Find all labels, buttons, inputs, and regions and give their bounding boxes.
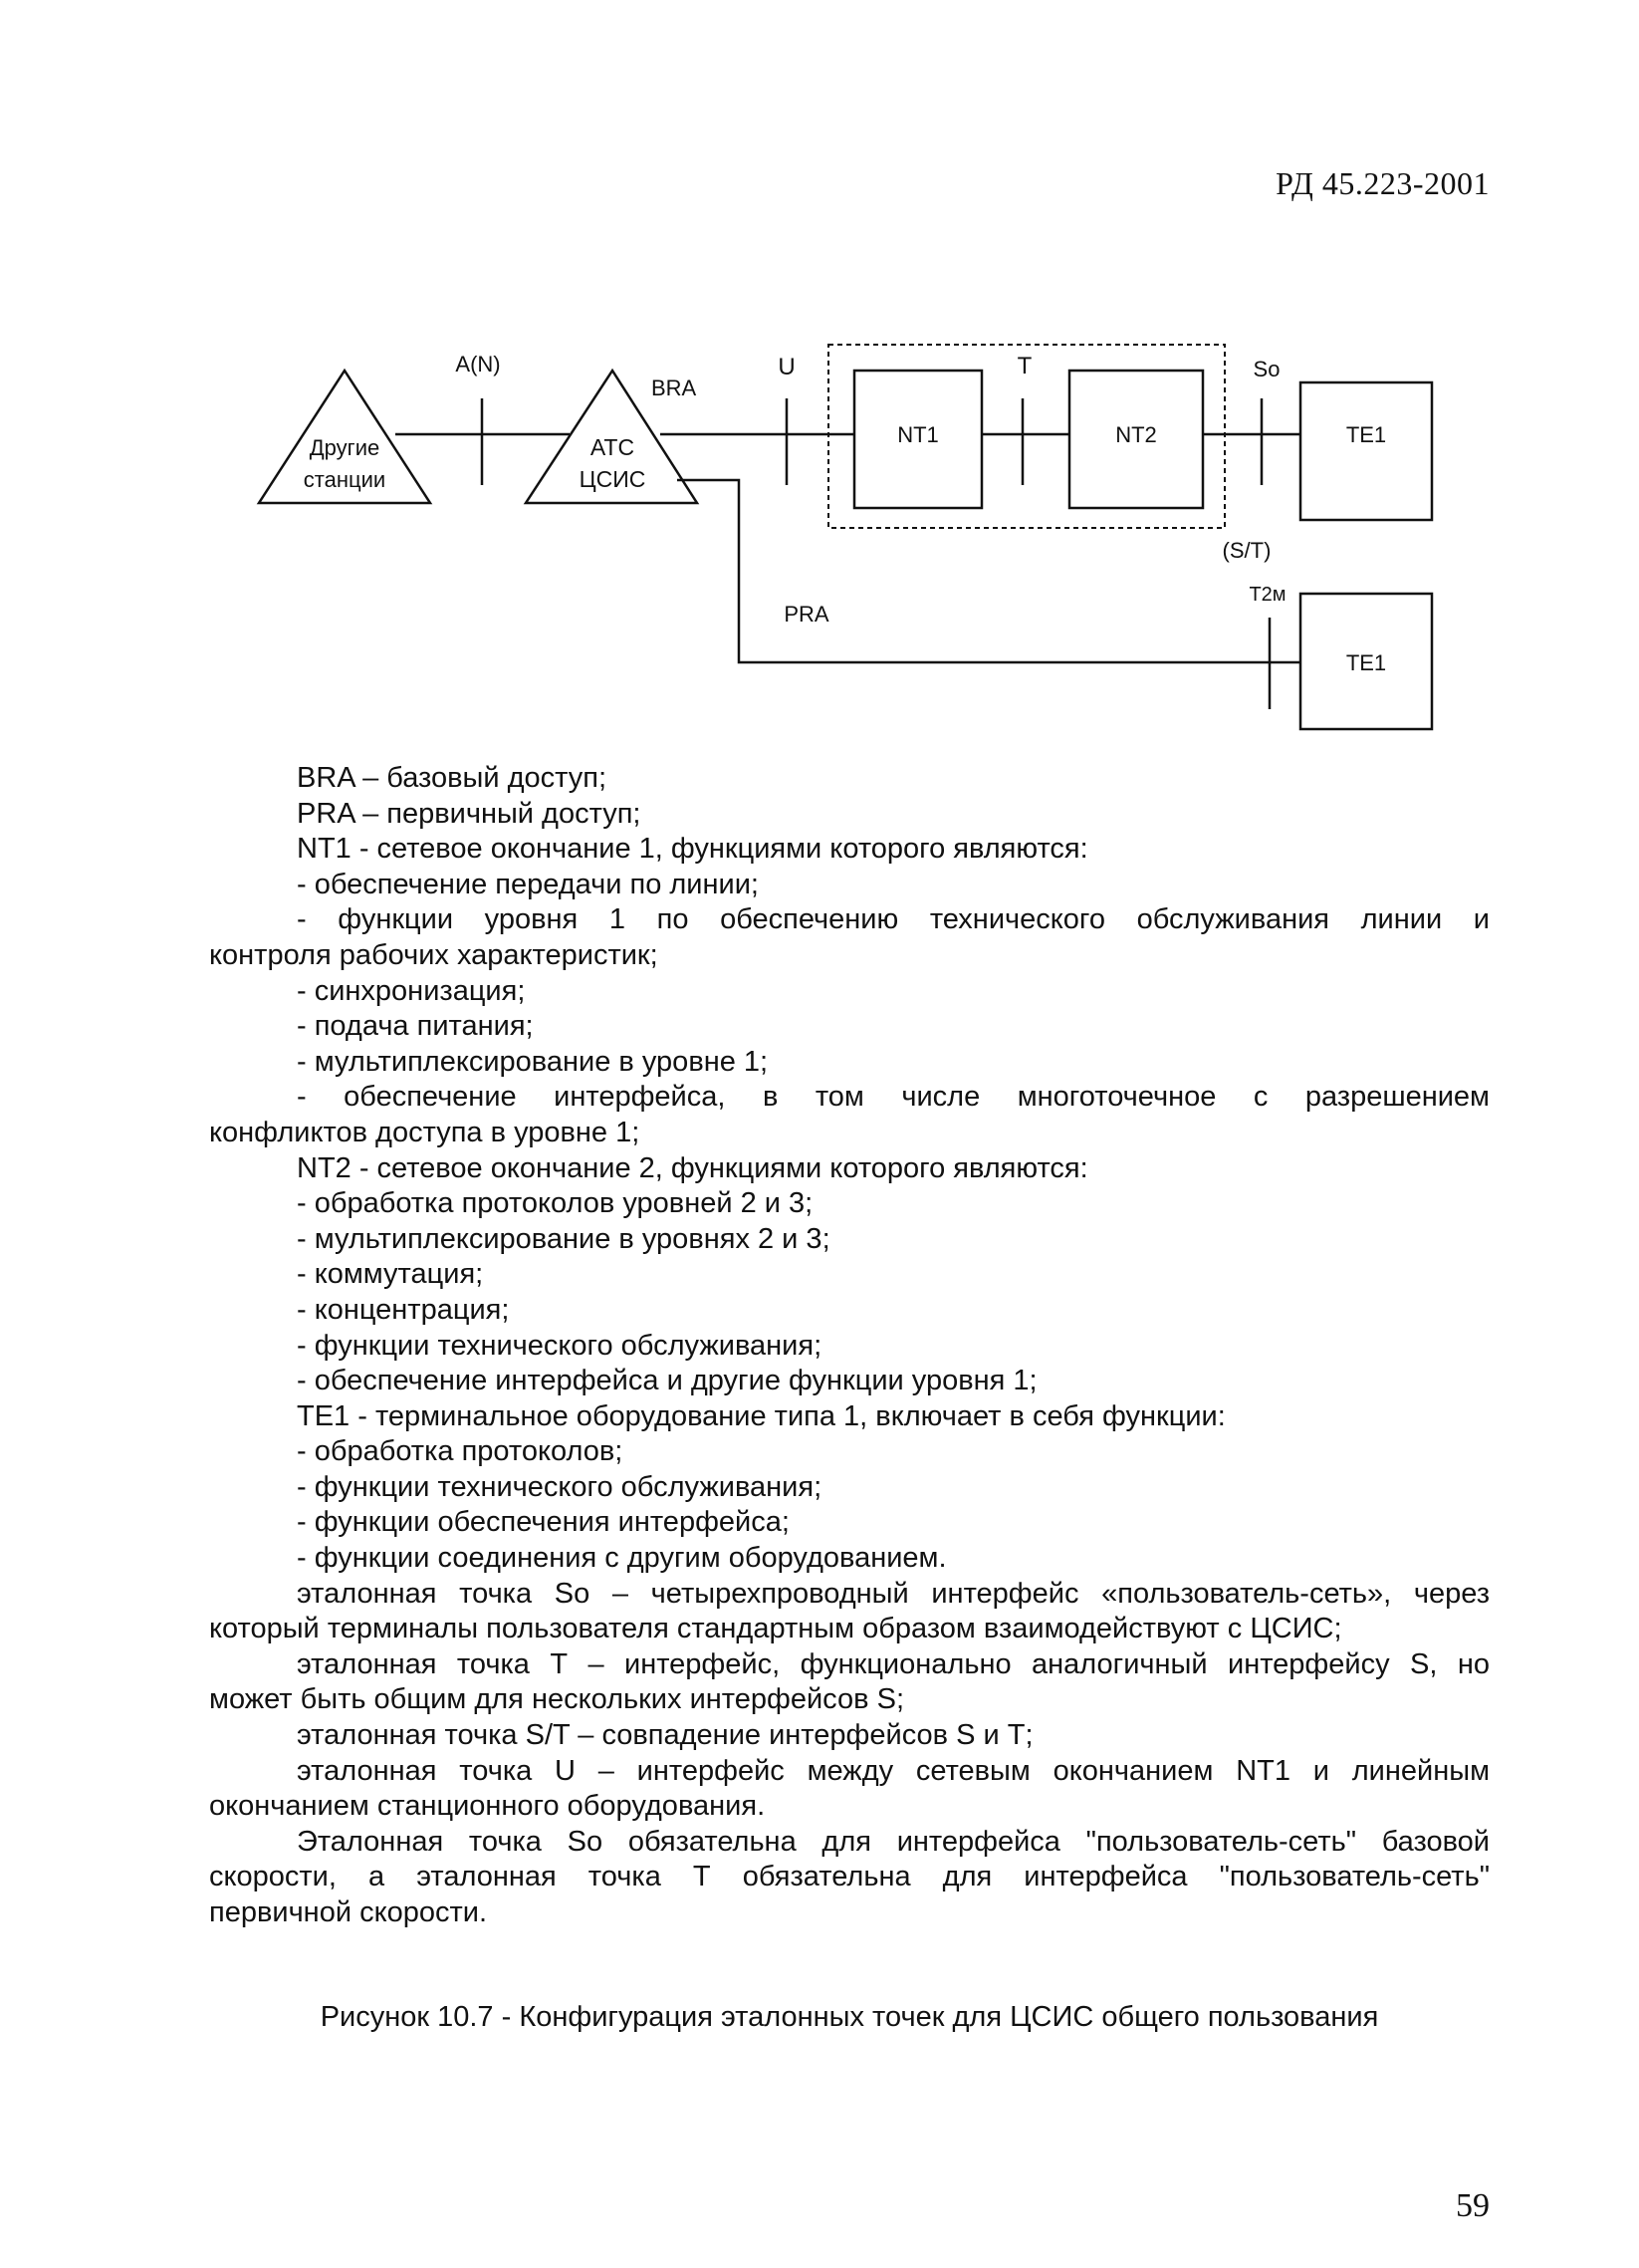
reference-points-diagram bbox=[0, 0, 1639, 757]
text-line: - коммутация; bbox=[297, 1258, 484, 1291]
point-u-label: U bbox=[778, 354, 796, 380]
text-line: PRA – первичный доступ; bbox=[297, 797, 641, 830]
point-st-label: (S/T) bbox=[1222, 538, 1272, 563]
text-line: может быть общим для нескольких интерфейсов S; bbox=[209, 1683, 904, 1716]
text-line: - функции уровня 1 по обеспечению технического обслуживания линии и bbox=[297, 903, 1490, 936]
pra-label: PRA bbox=[784, 602, 829, 627]
text-line: первичной скорости. bbox=[209, 1896, 488, 1928]
other-stations-label-1: Другие bbox=[309, 435, 380, 460]
exchange-label-1: АТС bbox=[589, 434, 635, 460]
text-line: NT2 - сетевое окончание 2, функциями которого являются: bbox=[297, 1151, 1088, 1184]
nt1-label: NT1 bbox=[897, 422, 939, 447]
text-line: - подача питания; bbox=[297, 1010, 534, 1043]
figure-caption: Рисунок 10.7 - Конфигурация эталонных точек для ЦСИС общего пользования bbox=[320, 2001, 1379, 2033]
other-stations-label-2: станции bbox=[303, 467, 386, 492]
point-so-label: So bbox=[1253, 357, 1281, 381]
text-line: конфликтов доступа в уровне 1; bbox=[209, 1116, 640, 1148]
text-line: BRA – базовый доступ; bbox=[297, 762, 607, 794]
text-line: контроля рабочих характеристик; bbox=[209, 938, 658, 971]
text-line: эталонная точка So – четырехпроводный интерфейс «пользователь-сеть», через bbox=[297, 1577, 1490, 1610]
text-line: эталонная точка S/T – совпадение интерфейсов S и Т; bbox=[297, 1719, 1034, 1752]
text-line: окончанием станционного оборудования. bbox=[209, 1790, 766, 1823]
point-an-label: A(N) bbox=[455, 352, 501, 377]
text-line: эталонная точка U – интерфейс между сетевым окончанием NT1 и линейным bbox=[297, 1754, 1490, 1787]
bra-label: BRA bbox=[651, 376, 697, 400]
text-line: - функции соединения с другим оборудованием. bbox=[297, 1542, 947, 1575]
text-line: - мультиплексирование в уровнях 2 и 3; bbox=[297, 1222, 830, 1255]
text-line: - функции обеспечения интерфейса; bbox=[297, 1506, 790, 1539]
text-line: - обработка протоколов; bbox=[297, 1435, 623, 1468]
text-line: - обеспечение передачи по линии; bbox=[297, 868, 759, 900]
text-line: эталонная точка Т – интерфейс, функционально аналогичный интерфейсу S, но bbox=[297, 1647, 1490, 1680]
document-id-header: РД 45.223-2001 bbox=[1276, 165, 1490, 201]
text-line: TE1 - терминальное оборудование типа 1, включает в себя функции: bbox=[297, 1399, 1226, 1432]
text-line: - синхронизация; bbox=[297, 974, 526, 1007]
text-line: - обработка протоколов уровней 2 и 3; bbox=[297, 1187, 814, 1220]
legend-text bbox=[209, 761, 1490, 1931]
point-t-label: T bbox=[1017, 353, 1033, 379]
page-number: 59 bbox=[1456, 2187, 1490, 2224]
text-line: - мультиплексирование в уровне 1; bbox=[297, 1045, 769, 1078]
text-line: который терминалы пользователя стандартным образом взаимодействуют с ЦСИС; bbox=[209, 1613, 1342, 1645]
text-line: - обеспечение интерфейса и другие функции уровня 1; bbox=[297, 1365, 1038, 1397]
text-line: NT1 - сетевое окончание 1, функциями которого являются: bbox=[297, 833, 1088, 866]
text-line: - концентрация; bbox=[297, 1293, 510, 1326]
text-line: Эталонная точка So обязательна для интерфейса "пользователь-сеть" базовой bbox=[297, 1825, 1490, 1858]
exchange-label-2: ЦСИС bbox=[579, 466, 646, 492]
te1-top-label: TE1 bbox=[1345, 422, 1387, 447]
text-line: скорости, а эталонная точка Т обязательна для интерфейса "пользователь-сеть" bbox=[209, 1861, 1490, 1893]
point-t2m-label: T2м bbox=[1249, 584, 1287, 606]
nt2-label: NT2 bbox=[1115, 422, 1157, 447]
te1-bottom-label: TE1 bbox=[1345, 650, 1387, 675]
text-line: - функции технического обслуживания; bbox=[297, 1329, 822, 1362]
text-line: - обеспечение интерфейса, в том числе многоточечное с разрешением bbox=[297, 1081, 1490, 1114]
line-pra bbox=[677, 480, 1300, 662]
text-line: - функции технического обслуживания; bbox=[297, 1470, 822, 1503]
te1-top-box bbox=[1300, 382, 1432, 520]
